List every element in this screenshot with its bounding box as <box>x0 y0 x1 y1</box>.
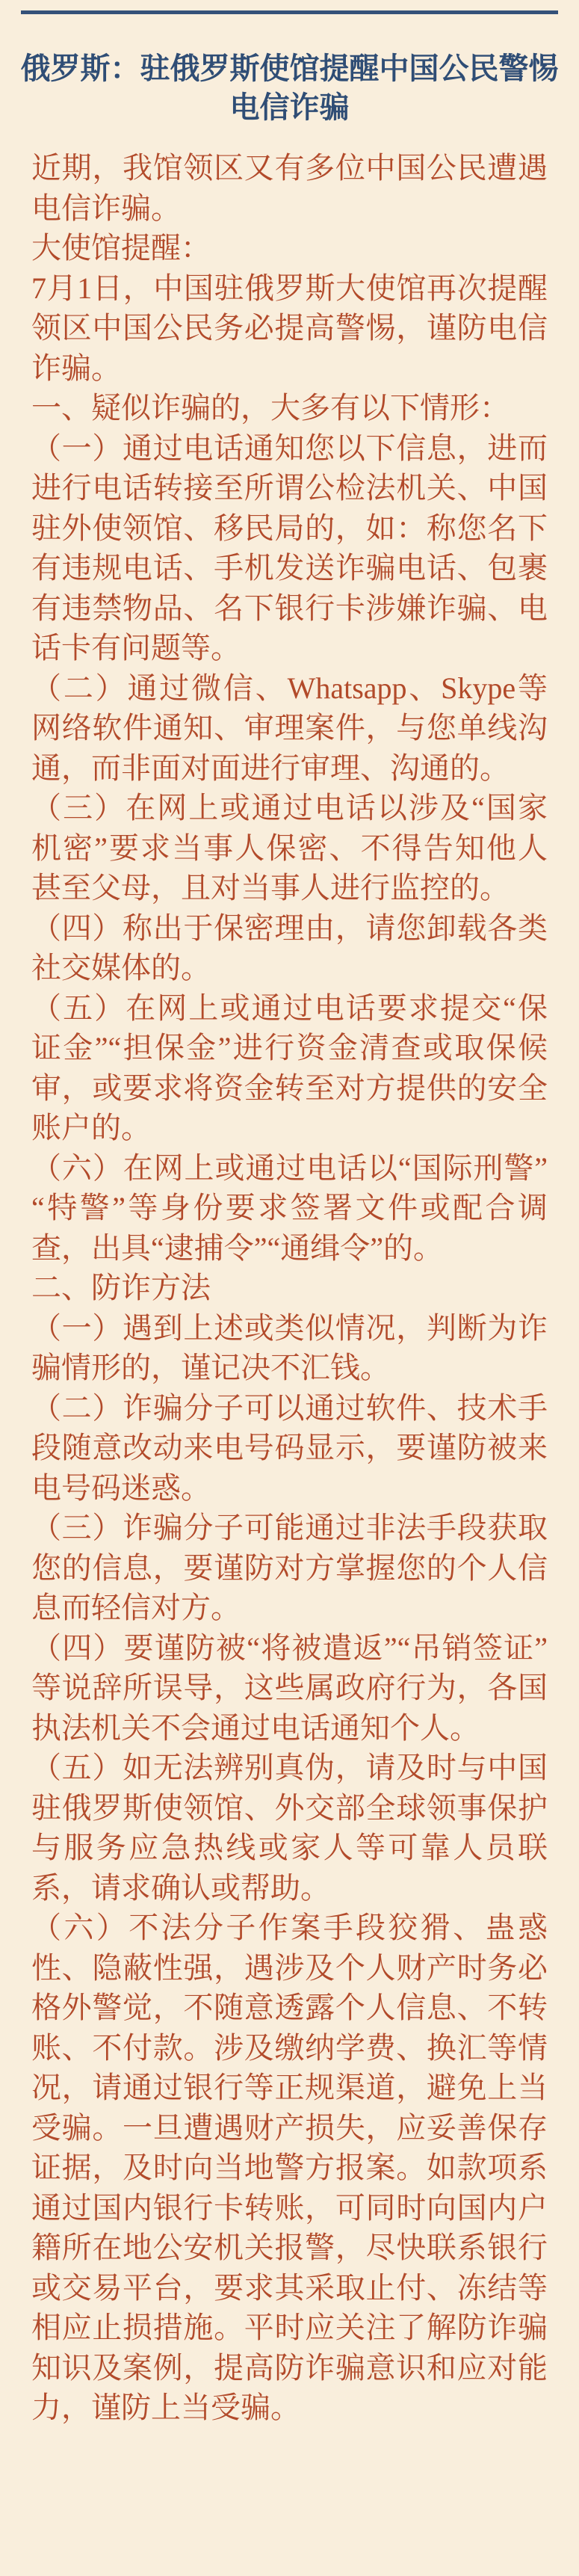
paragraph-9: （五）在网上或通过电话要求提交“保证金”“担保金”进行资金清查或取保候审，或要求将资金转至对方提供的安全账户的。 <box>31 990 548 1144</box>
paragraph-17: （六）不法分子作案手段狡猾、蛊惑性、隐蔽性强，遇涉及个人财产时务必格外警觉，不随意透露个人信息、不转账、不付款。涉及缴纳学费、换汇等情况，请通过银行等正规渠道，避免上当受骗。一旦遭遇财产损失，应妥善保存证据，及时向当地警方报案。如款项系通过国内银行卡转账，可同时向国内户籍所在地公安机关报警，尽快联系银行或交易平台，要求其采取止付、冻结等相应止损措施。平时应关注了解防诈骗知识及案例，提高防诈骗意识和应对能力，谨防上当受骗。 <box>31 1911 548 2424</box>
paragraph-2: 大使馆提醒： <box>31 231 211 265</box>
paragraph-6: （二）通过微信、Whatsapp、Skype等网络软件通知、审理案件，与您单线沟通，而非面对面进行审理、沟通的。 <box>31 671 548 785</box>
paragraph-3: 7月1日，中国驻俄罗斯大使馆再次提醒领区中国公民务必提高警惕，谨防电信诈骗。 <box>31 271 548 385</box>
paragraph-8: （四）称出于保密理由，请您卸载各类社交媒体的。 <box>31 910 548 985</box>
paragraph-1: 近期，我馆领区又有多位中国公民遭遇电信诈骗。 <box>31 151 548 225</box>
page-title <box>15 49 564 127</box>
paragraph-13: （二）诈骗分子可以通过软件、技术手段随意改动来电号码显示，要谨防被来电号码迷惑。 <box>31 1390 548 1505</box>
page-title-line-1: 俄罗斯：驻俄罗斯使馆提醒中国公民警惕 <box>20 52 559 85</box>
paragraph-12: （一）遇到上述或类似情况，判断为诈骗情形的，谨记决不汇钱。 <box>31 1310 548 1384</box>
paragraph-14: （三）诈骗分子可能通过非法手段获取您的信息，要谨防对方掌握您的个人信息而轻信对方。 <box>31 1511 548 1624</box>
page-title-line-2: 电信诈骗 <box>229 90 350 124</box>
paragraph-4: 一、疑似诈骗的，大多有以下情形： <box>31 391 510 425</box>
paragraph-15: （四）要谨防被“将被遣返”“吊销签证”等说辞所误导，这些属政府行为，各国执法机关不会通过电话通知个人。 <box>31 1630 548 1745</box>
paragraph-11: 二、防诈方法 <box>31 1271 211 1304</box>
paragraph-16: （五）如无法辨别真伪，请及时与中国驻俄罗斯使领馆、外交部全球领事保护与服务应急热线或家人等可靠人员联系，请求确认或帮助。 <box>31 1751 548 1905</box>
notice-page <box>0 10 579 2576</box>
article-body <box>31 148 548 2428</box>
top-divider <box>21 10 558 14</box>
paragraph-7: （三）在网上或通过电话以涉及“国家机密”要求当事人保密、不得告知他人甚至父母，且对当事人进行监控的。 <box>31 791 548 905</box>
paragraph-10: （六）在网上或通过电话以“国际刑警”“特警”等身份要求签署文件或配合调查，出具“逮捕令”“通缉令”的。 <box>31 1150 548 1265</box>
paragraph-5: （一）通过电话通知您以下信息，进而进行电话转接至所谓公检法机关、中国驻外使领馆、移民局的，如：称您名下有违规电话、手机发送诈骗电话、包裹有违禁物品、名下银行卡涉嫌诈骗、电话卡有问题等。 <box>31 431 548 665</box>
